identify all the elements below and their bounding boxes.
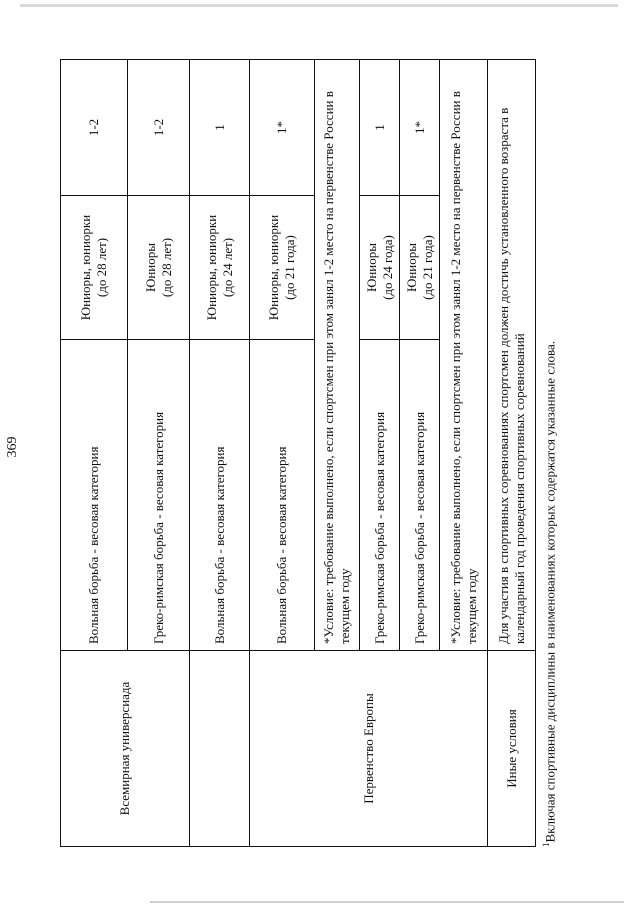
age-limit: (до 28 лет) [94,237,109,298]
discipline-cell: Вольная борьба - весовая категория [250,340,315,651]
condition-note: Для участия в спортивных соревнованиях спортсмен должен достичь установленного возраста в календарный год проведения спортивных соревнований [488,60,536,651]
table-row [488,60,536,847]
age-limit: (до 21 года) [282,235,297,300]
place-cell: 1-2 [128,60,190,196]
discipline-cell: Вольная борьба - весовая категория [61,340,128,651]
competition-cell: Иные условия [488,651,536,847]
age-cell [190,196,250,340]
age-group: Юниоры [403,243,419,293]
place-cell: 1* [400,60,440,196]
age-cell [250,196,315,340]
requirements-table [60,59,536,847]
footnote-text: Включая спортивные дисциплины в наименованиях которых содержатся указанные слова. [542,341,558,843]
discipline-cell: Греко-римская борьба - весовая категория [360,340,400,651]
age-group: Юниоры, юниорки [78,214,94,321]
place-cell: 1 [190,60,250,196]
footnote-marker: 1 [541,842,551,847]
place-cell: 1-2 [61,60,128,196]
age-limit: (до 28 лет) [158,237,174,298]
age-group: Юниоры, юниорки [203,214,219,321]
footnote [541,60,558,847]
age-limit: (до 24 года) [379,235,395,300]
competition-cell: Всемирная универсиада [61,651,190,847]
discipline-cell: Греко-римская борьба - весовая категория [128,340,190,651]
table-row [190,60,250,847]
place-cell: 1* [250,60,315,196]
age-group: Юниоры, юниорки [266,214,282,321]
age-limit: (до 24 лет) [219,237,235,298]
condition-note: *Условие: требование выполнено, если спортсмен при этом занял 1-2 место на первенстве России в текущем году [440,60,488,651]
table-row [250,60,315,847]
competition-cell [190,651,250,847]
discipline-cell: Греко-римская борьба - весовая категория [400,340,440,651]
condition-note: *Условие: требование выполнено, если спортсмен при этом занял 1-2 место на первенстве России в текущем году [315,60,360,651]
table-row [61,60,128,847]
discipline-cell: Вольная борьба - весовая категория [190,340,250,651]
age-group: Юниоры [363,243,379,293]
age-cell [400,196,440,340]
age-cell [360,196,400,340]
age-limit: (до 21 года) [419,235,435,300]
page-number: 369 [5,436,20,458]
competition-cell: Первенство Европы [250,651,488,847]
place-cell: 1 [360,60,400,196]
age-cell [61,196,128,340]
age-group: Юниоры [142,243,158,293]
age-cell [128,196,190,340]
